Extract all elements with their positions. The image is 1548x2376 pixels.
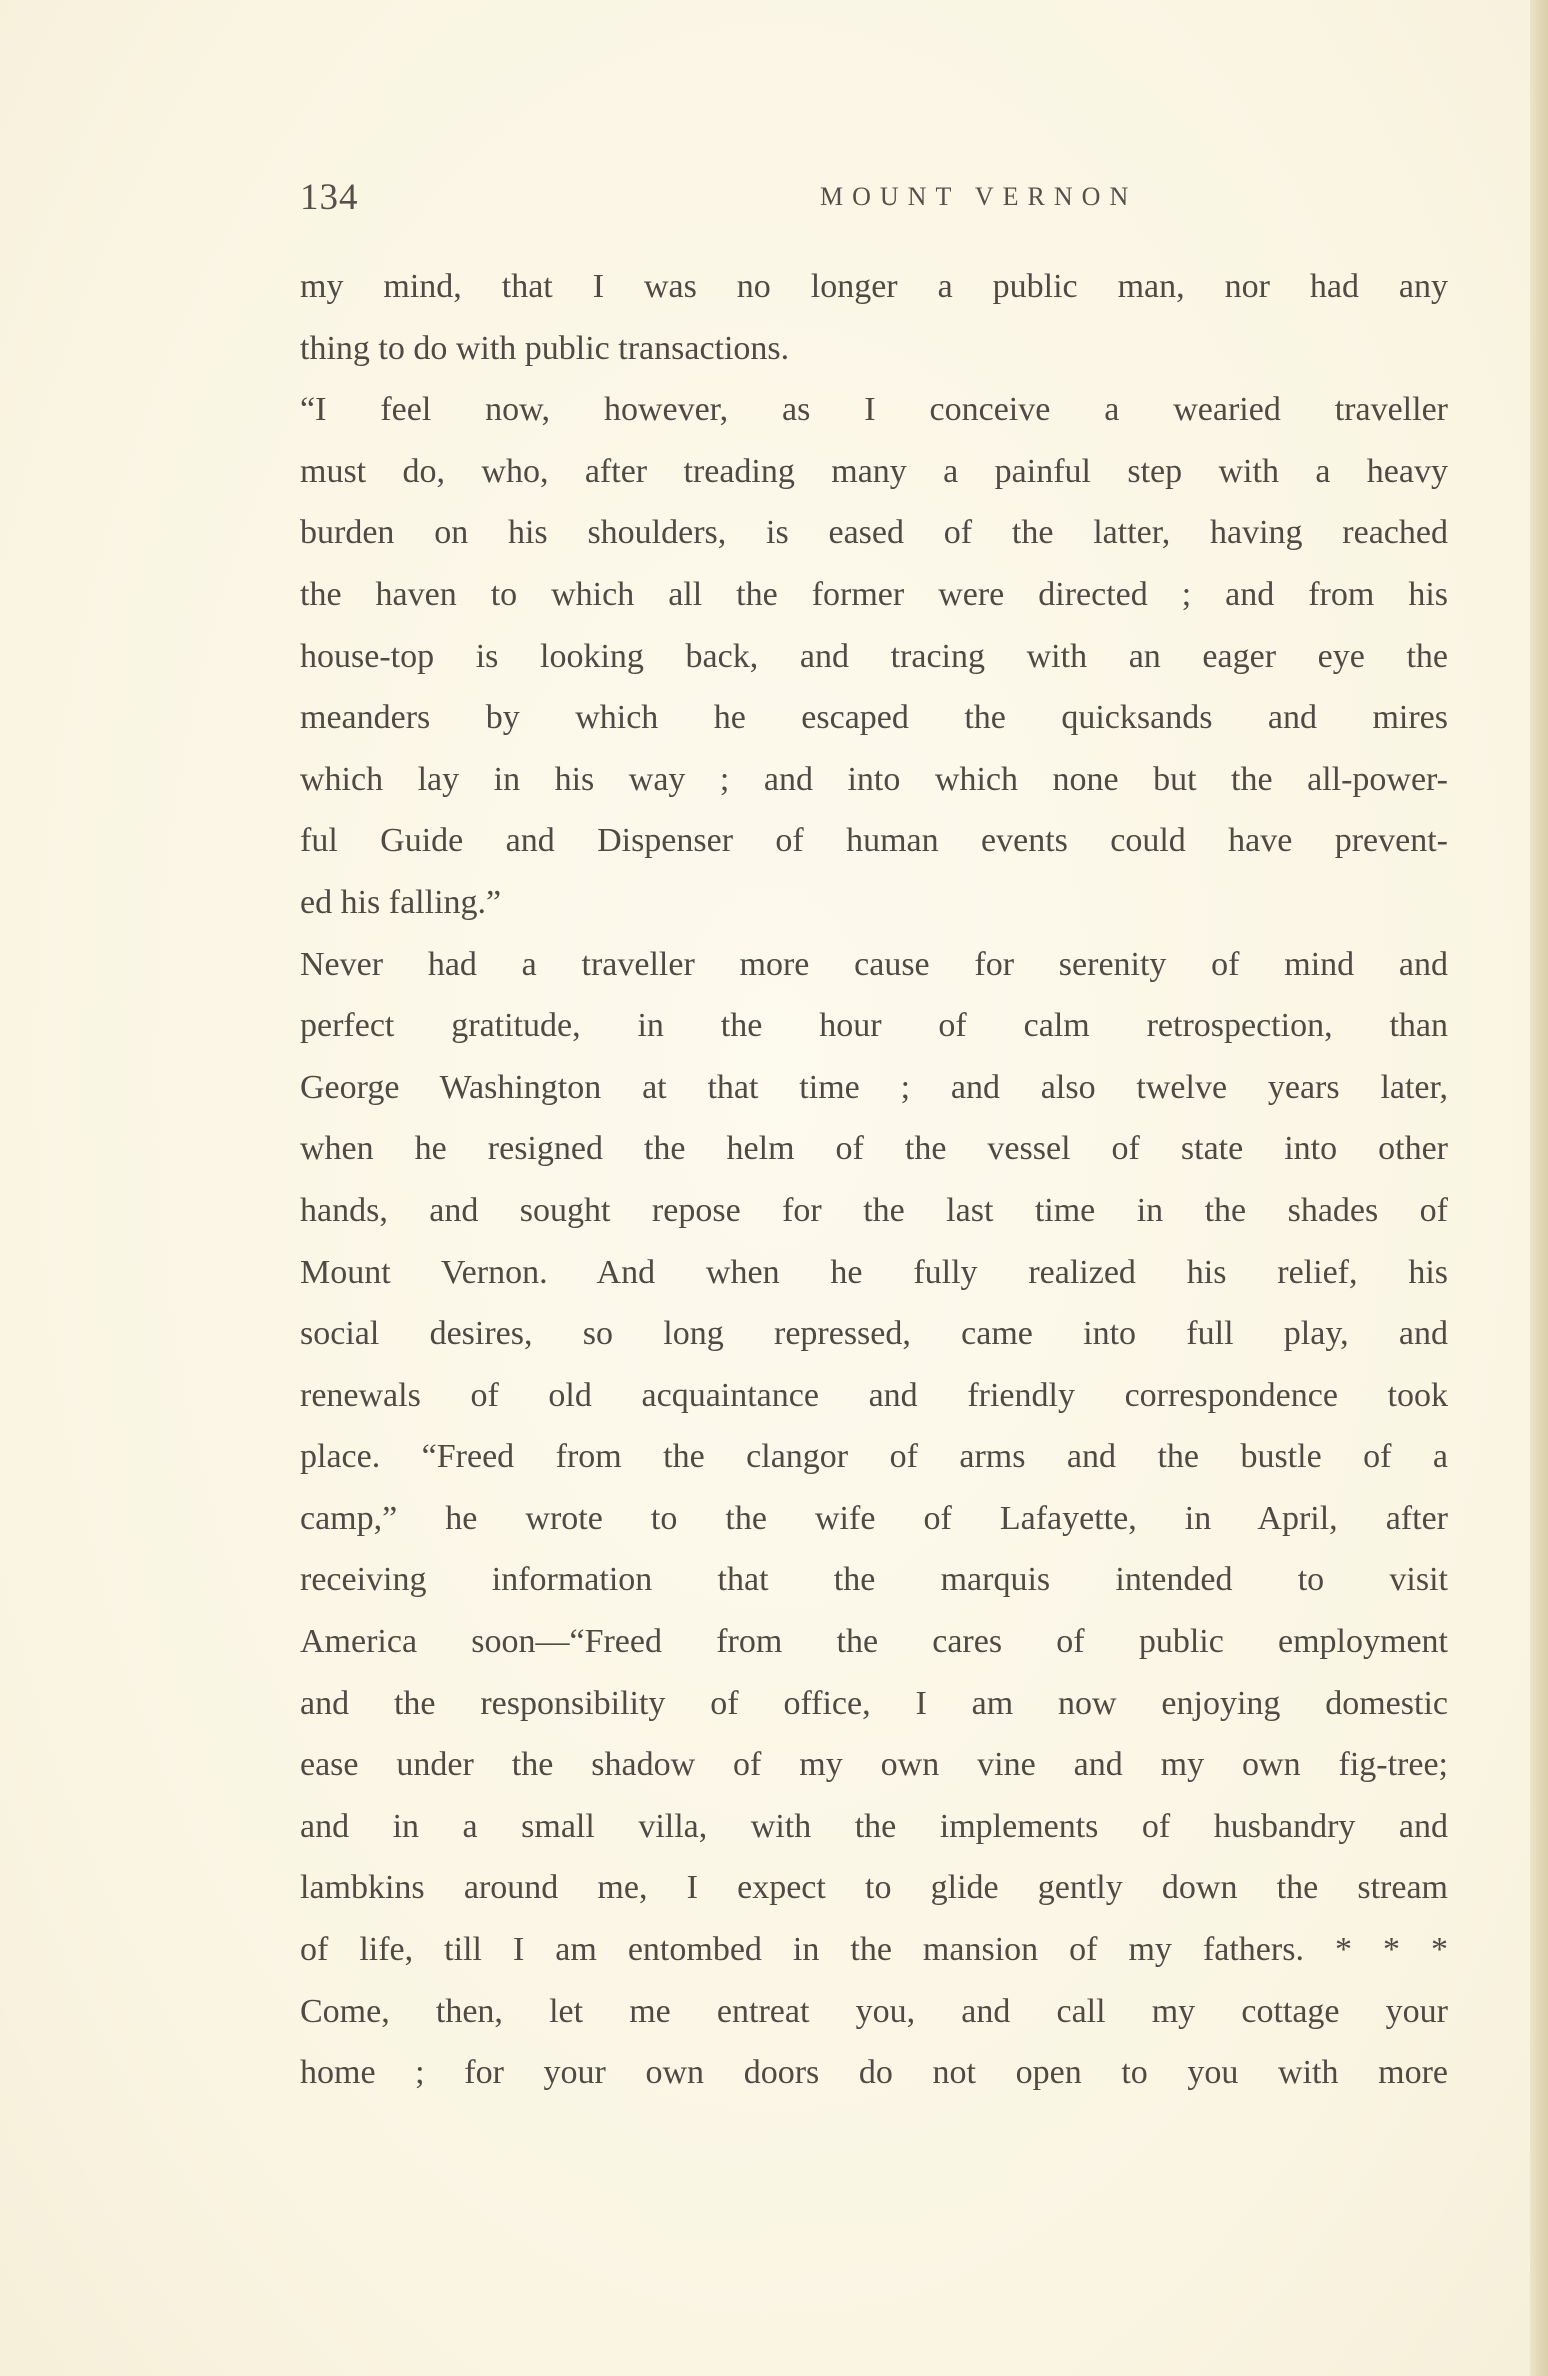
page-number: 134 <box>300 177 359 218</box>
body-text <box>300 256 1448 2104</box>
text-line: lambkins around me, I expect to glide gently down the stream <box>300 1869 1448 1907</box>
text-line: when he resigned the helm of the vessel of state into other <box>300 1130 1448 1168</box>
text-line: place. “Freed from the clangor of arms and the bustle of a <box>300 1438 1448 1476</box>
running-title: MOUNT VERNON <box>820 182 1138 211</box>
text-line: which lay in his way ; and into which none but the all-power- <box>300 760 1448 798</box>
text-line: George Washington at that time ; and also twelve years later, <box>300 1068 1448 1106</box>
page-edge-shadow <box>1530 0 1548 2376</box>
text-line: of life, till I am entombed in the mansion of my fathers. * * * <box>300 1931 1448 1969</box>
text-line: must do, who, after treading many a painful step with a heavy <box>300 452 1448 490</box>
text-line: “I feel now, however, as I conceive a wearied traveller <box>300 391 1448 429</box>
text-line: perfect gratitude, in the hour of calm retrospection, than <box>300 1007 1448 1045</box>
text-line: meanders by which he escaped the quicksands and mires <box>300 699 1448 737</box>
text-line: and the responsibility of office, I am now enjoying domestic <box>300 1684 1448 1722</box>
text-line: Mount Vernon. And when he fully realized his relief, his <box>300 1253 1448 1291</box>
text-line: house-top is looking back, and tracing with an eager eye the <box>300 637 1448 675</box>
text-line: thing to do with public transactions. <box>300 329 790 367</box>
text-line: my mind, that I was no longer a public man, nor had any <box>300 268 1448 305</box>
text-line: renewals of old acquaintance and friendly correspondence took <box>300 1376 1448 1414</box>
running-header <box>300 176 1448 224</box>
text-line: ed his falling.” <box>300 883 502 921</box>
text-line: ease under the shadow of my own vine and my own fig-tree; <box>300 1746 1448 1784</box>
text-line: receiving information that the marquis intended to visit <box>300 1561 1448 1599</box>
text-line: Come, then, let me entreat you, and call my cottage your <box>300 1992 1448 2030</box>
text-line: Never had a traveller more cause for serenity of mind and <box>300 945 1448 983</box>
text-line: ful Guide and Dispenser of human events could have prevent- <box>300 822 1448 860</box>
text-line: home ; for your own doors do not open to you with more <box>300 2054 1448 2092</box>
text-line: burden on his shoulders, is eased of the latter, having reached <box>300 514 1448 552</box>
text-line: America soon—“Freed from the cares of public employment <box>300 1623 1448 1661</box>
text-line: social desires, so long repressed, came into full play, and <box>300 1315 1448 1353</box>
text-line: camp,” he wrote to the wife of Lafayette, in April, after <box>300 1499 1448 1537</box>
text-line: and in a small villa, with the implements of husbandry and <box>300 1807 1448 1845</box>
text-line: the haven to which all the former were directed ; and from his <box>300 575 1448 613</box>
text-line: hands, and sought repose for the last time in the shades of <box>300 1191 1448 1229</box>
